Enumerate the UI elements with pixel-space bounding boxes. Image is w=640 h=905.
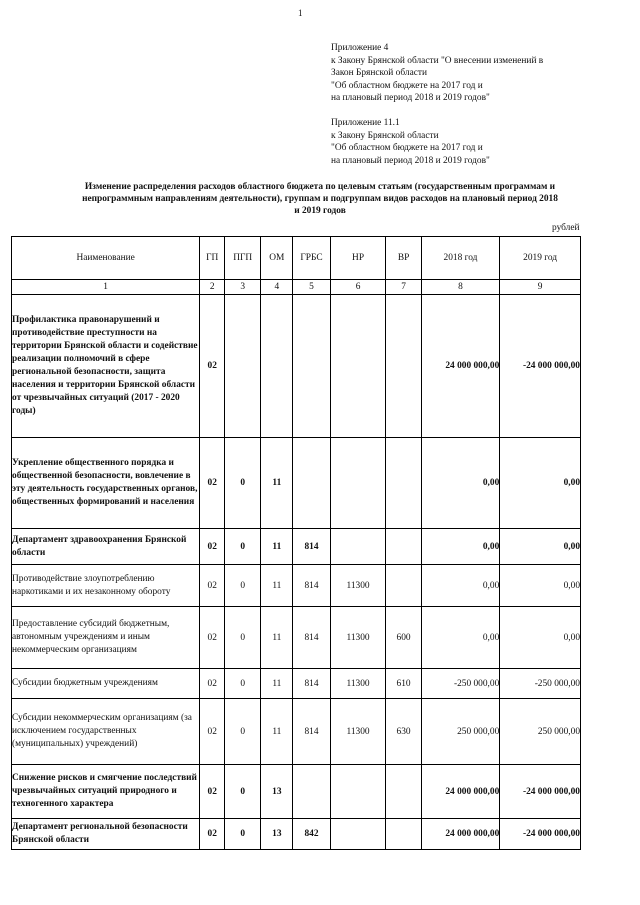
cell-2018: 0,00 (421, 529, 500, 565)
cell-2019: 0,00 (500, 565, 581, 607)
cell-nr (330, 438, 386, 529)
cell-nr (330, 295, 386, 438)
cell-2019: 250 000,00 (500, 699, 581, 765)
document-title-line: непрограммным направлениям деятельности), группам и подгруппам видов расходов на плановый период 2018 (82, 194, 558, 204)
cell-grbs: 814 (293, 607, 330, 669)
column-number: 3 (225, 280, 261, 295)
column-number: 8 (421, 280, 500, 295)
appendix-4-line: на плановый период 2018 и 2019 годов" (331, 93, 490, 104)
row-name: Субсидии некоммерческим организациям (за исключением государственных (муниципальных) учреждений) (12, 699, 200, 765)
appendix-4-header (331, 42, 543, 105)
cell-om: 11 (261, 438, 293, 529)
cell-pgp: 0 (225, 669, 261, 699)
cell-om: 11 (261, 607, 293, 669)
header-row (12, 237, 581, 280)
column-number: 4 (261, 280, 293, 295)
cell-2018: 24 000 000,00 (421, 295, 500, 438)
units-label: рублей (552, 223, 580, 233)
cell-2019: 0,00 (500, 607, 581, 669)
column-header: ПГП (225, 237, 261, 280)
cell-pgp: 0 (225, 529, 261, 565)
cell-pgp (225, 295, 261, 438)
cell-grbs: 814 (293, 529, 330, 565)
table-row (12, 699, 581, 765)
cell-nr: 11300 (330, 699, 386, 765)
document-title-line: Изменение распределения расходов областного бюджета по целевым статьям (государственным программам и (84, 182, 556, 192)
cell-grbs: 814 (293, 565, 330, 607)
cell-gp: 02 (200, 295, 225, 438)
column-header: НР (330, 237, 386, 280)
cell-nr: 11300 (330, 607, 386, 669)
cell-om (261, 295, 293, 438)
cell-om: 11 (261, 699, 293, 765)
cell-2019: -24 000 000,00 (500, 295, 581, 438)
page-number: 1 (298, 8, 303, 18)
appendix-4-title: Приложение 4 (331, 43, 389, 53)
budget-table (11, 236, 581, 850)
cell-vr: 600 (386, 607, 421, 669)
appendix-11-line: на плановый период 2018 и 2019 годов" (331, 155, 490, 166)
row-name: Снижение рисков и смягчение последствий чрезвычайных ситуаций природного и техногенного характера (12, 765, 200, 819)
cell-om: 13 (261, 765, 293, 819)
cell-grbs (293, 295, 330, 438)
cell-2019: -250 000,00 (500, 669, 581, 699)
row-name: Департамент региональной безопасности Брянской области (12, 819, 200, 850)
cell-2018: 24 000 000,00 (421, 765, 500, 819)
cell-nr: 11300 (330, 565, 386, 607)
cell-2019: 0,00 (500, 529, 581, 565)
cell-2018: 0,00 (421, 565, 500, 607)
appendix-11-title: Приложение 11.1 (331, 118, 400, 128)
cell-gp: 02 (200, 819, 225, 850)
table-row (12, 765, 581, 819)
cell-nr (330, 819, 386, 850)
table-row (12, 295, 581, 438)
cell-pgp: 0 (225, 607, 261, 669)
appendix-4-line: к Закону Брянской области "О внесении изменений в (331, 55, 544, 66)
cell-gp: 02 (200, 438, 225, 529)
cell-gp: 02 (200, 669, 225, 699)
cell-vr (386, 765, 421, 819)
column-number: 7 (386, 280, 421, 295)
table-row (12, 529, 581, 565)
cell-vr (386, 295, 421, 438)
appendix-11-line: к Закону Брянской области (331, 130, 439, 141)
appendix-4-line: Закон Брянской области (331, 68, 428, 79)
cell-vr (386, 819, 421, 850)
column-number: 9 (500, 280, 581, 295)
column-header: ГРБС (293, 237, 330, 280)
cell-2018: 0,00 (421, 607, 500, 669)
column-number-row (12, 280, 581, 295)
cell-nr (330, 765, 386, 819)
column-header: ВР (386, 237, 421, 280)
cell-2019: -24 000 000,00 (500, 765, 581, 819)
table-row (12, 565, 581, 607)
cell-vr (386, 529, 421, 565)
table-row (12, 607, 581, 669)
column-header: 2019 год (500, 237, 581, 280)
cell-pgp: 0 (225, 699, 261, 765)
cell-grbs: 814 (293, 669, 330, 699)
cell-gp: 02 (200, 529, 225, 565)
row-name: Департамент здравоохранения Брянской области (12, 529, 200, 565)
cell-grbs: 842 (293, 819, 330, 850)
column-header: 2018 год (421, 237, 500, 280)
cell-nr (330, 529, 386, 565)
cell-gp: 02 (200, 699, 225, 765)
cell-gp: 02 (200, 607, 225, 669)
cell-pgp: 0 (225, 565, 261, 607)
cell-2018: 0,00 (421, 438, 500, 529)
row-name: Предоставление субсидий бюджетным, автономным учреждениям и иным некоммерческим организациям (12, 607, 200, 669)
cell-gp: 02 (200, 565, 225, 607)
cell-2018: -250 000,00 (421, 669, 500, 699)
row-name: Противодействие злоупотреблению наркотиками и их незаконному обороту (12, 565, 200, 607)
column-header: ОМ (261, 237, 293, 280)
document-title (30, 181, 610, 217)
cell-vr (386, 565, 421, 607)
appendix-11-line: "Об областном бюджете на 2017 год и (331, 143, 483, 154)
row-name: Укрепление общественного порядка и общественной безопасности, вовлечение в эту деятельность государственных органов, общественных формирований и населения (12, 438, 200, 529)
cell-vr (386, 438, 421, 529)
cell-pgp: 0 (225, 438, 261, 529)
column-number: 5 (293, 280, 330, 295)
cell-nr: 11300 (330, 669, 386, 699)
column-header: Наименование (12, 237, 200, 280)
table-row (12, 438, 581, 529)
cell-om: 11 (261, 565, 293, 607)
cell-om: 11 (261, 669, 293, 699)
cell-2019: 0,00 (500, 438, 581, 529)
cell-vr: 610 (386, 669, 421, 699)
cell-2018: 24 000 000,00 (421, 819, 500, 850)
column-header: ГП (200, 237, 225, 280)
cell-vr: 630 (386, 699, 421, 765)
cell-grbs (293, 765, 330, 819)
appendix-4-line: "Об областном бюджете на 2017 год и (331, 80, 483, 91)
row-name: Субсидии бюджетным учреждениям (12, 669, 200, 699)
cell-pgp: 0 (225, 765, 261, 819)
column-number: 2 (200, 280, 225, 295)
document-title-line: и 2019 годов (294, 206, 346, 216)
cell-2018: 250 000,00 (421, 699, 500, 765)
cell-om: 13 (261, 819, 293, 850)
cell-gp: 02 (200, 765, 225, 819)
column-number: 1 (12, 280, 200, 295)
cell-grbs: 814 (293, 699, 330, 765)
cell-pgp: 0 (225, 819, 261, 850)
cell-om: 11 (261, 529, 293, 565)
row-name: Профилактика правонарушений и противодействие преступности на территории Брянской области и содействие реализации полномочий в сфере региональной безопасности, защита населения и территории Брянской области от чрезвычайных ситуаций (2017 - 2020 годы) (12, 295, 200, 438)
appendix-11-header (331, 117, 490, 167)
table-row (12, 819, 581, 850)
cell-grbs (293, 438, 330, 529)
table-row (12, 669, 581, 699)
cell-2019: -24 000 000,00 (500, 819, 581, 850)
column-number: 6 (330, 280, 386, 295)
